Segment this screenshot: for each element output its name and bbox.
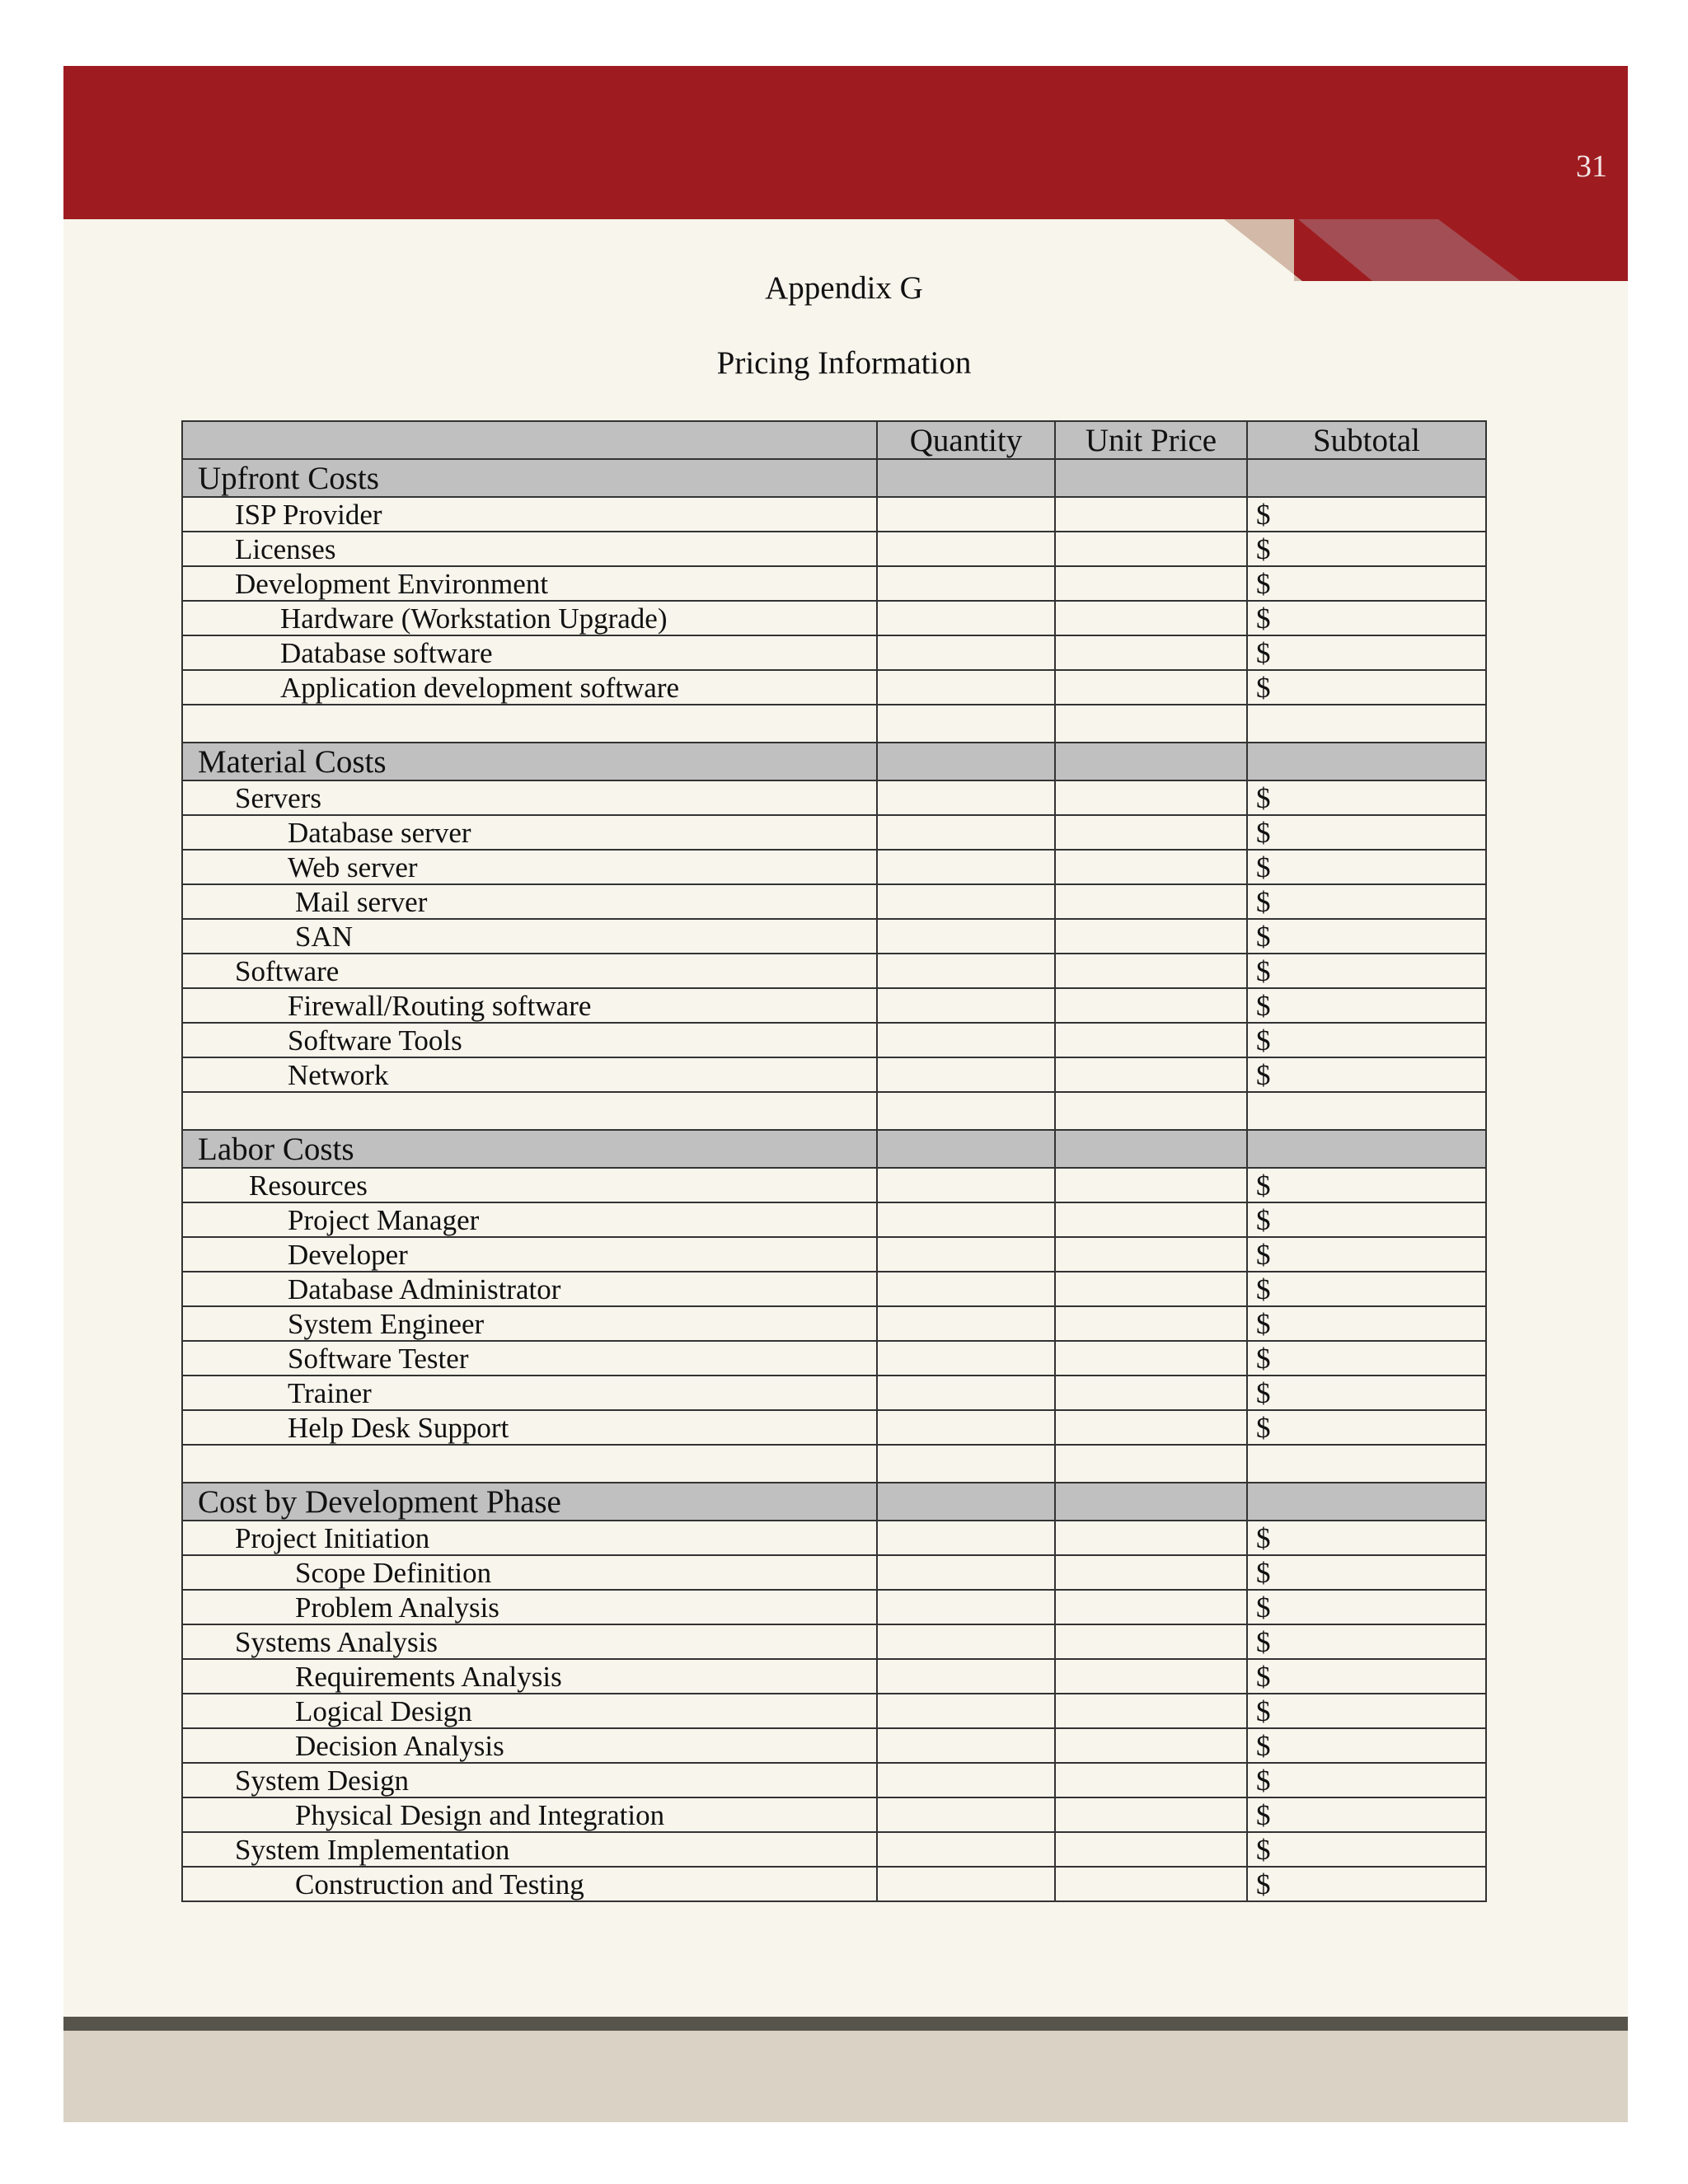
quantity-cell (877, 988, 1055, 1023)
line-item-label: Problem Analysis (182, 1590, 877, 1624)
table-row (182, 1728, 1486, 1763)
quantity-cell (877, 1555, 1055, 1590)
subtotal-cell: $ (1247, 1728, 1486, 1763)
column-header-unit-price: Unit Price (1055, 421, 1247, 459)
line-item-label: Decision Analysis (182, 1728, 877, 1763)
quantity-cell (877, 884, 1055, 919)
table-row (182, 815, 1486, 850)
subtotal-cell (1247, 459, 1486, 497)
line-item-label: Scope Definition (182, 1555, 877, 1590)
unit-price-cell (1055, 566, 1247, 601)
empty-cell (877, 1092, 1055, 1130)
unit-price-cell (1055, 459, 1247, 497)
quantity-cell (877, 850, 1055, 884)
table-row (182, 988, 1486, 1023)
subtotal-cell: $ (1247, 601, 1486, 635)
table-row (182, 1341, 1486, 1376)
table-row (182, 1590, 1486, 1624)
table-row (182, 780, 1486, 815)
quantity-cell (877, 1168, 1055, 1202)
unit-price-cell (1055, 497, 1247, 532)
subtotal-cell: $ (1247, 1376, 1486, 1410)
pricing-table (181, 420, 1487, 1902)
blank-spacer-row (182, 705, 1486, 743)
section-header-row (182, 1130, 1486, 1168)
unit-price-cell (1055, 1237, 1247, 1272)
line-item-label: System Implementation (182, 1832, 877, 1867)
section-header-row (182, 743, 1486, 780)
table-row (182, 1521, 1486, 1555)
empty-cell (1055, 1445, 1247, 1483)
line-item-label: Project Initiation (182, 1521, 877, 1555)
quantity-cell (877, 1867, 1055, 1901)
line-item-label: Application development software (182, 670, 877, 705)
subtotal-cell: $ (1247, 1202, 1486, 1237)
document-subtitle: Pricing Information (716, 345, 972, 381)
unit-price-cell (1055, 1659, 1247, 1694)
pricing-table-body (182, 421, 1486, 1901)
quantity-cell (877, 1694, 1055, 1728)
quantity-cell (877, 780, 1055, 815)
subtotal-cell: $ (1247, 1306, 1486, 1341)
unit-price-cell (1055, 670, 1247, 705)
subtotal-cell (1247, 743, 1486, 780)
line-item-label: Licenses (182, 532, 877, 566)
subtotal-cell: $ (1247, 884, 1486, 919)
column-header-quantity: Quantity (877, 421, 1055, 459)
quantity-cell (877, 1202, 1055, 1237)
line-item-label: Mail server (182, 884, 877, 919)
subtotal-cell: $ (1247, 566, 1486, 601)
quantity-cell (877, 635, 1055, 670)
line-item-label: ISP Provider (182, 497, 877, 532)
unit-price-cell (1055, 919, 1247, 954)
table-row (182, 601, 1486, 635)
quantity-cell (877, 670, 1055, 705)
subtotal-cell: $ (1247, 1797, 1486, 1832)
line-item-label: Trainer (182, 1376, 877, 1410)
section-title: Cost by Development Phase (182, 1483, 877, 1521)
subtotal-cell: $ (1247, 1867, 1486, 1901)
table-row (182, 1410, 1486, 1445)
unit-price-cell (1055, 1694, 1247, 1728)
quantity-cell (877, 1624, 1055, 1659)
quantity-cell (877, 1306, 1055, 1341)
quantity-cell (877, 1023, 1055, 1057)
subtotal-cell: $ (1247, 1341, 1486, 1376)
unit-price-cell (1055, 1306, 1247, 1341)
line-item-label: Construction and Testing (182, 1867, 877, 1901)
table-row (182, 1555, 1486, 1590)
subtotal-cell: $ (1247, 1624, 1486, 1659)
unit-price-cell (1055, 1763, 1247, 1797)
subtotal-cell: $ (1247, 1023, 1486, 1057)
quantity-cell (877, 1832, 1055, 1867)
column-header-subtotal: Subtotal (1247, 421, 1486, 459)
quantity-cell (877, 1590, 1055, 1624)
quantity-cell (877, 1341, 1055, 1376)
line-item-label: Hardware (Workstation Upgrade) (182, 601, 877, 635)
line-item-label: Database server (182, 815, 877, 850)
appendix-title: Appendix G (765, 270, 923, 306)
subtotal-cell: $ (1247, 919, 1486, 954)
quantity-cell (877, 1272, 1055, 1306)
empty-cell (1247, 1445, 1486, 1483)
table-row (182, 1237, 1486, 1272)
quantity-cell (877, 1659, 1055, 1694)
quantity-cell (877, 532, 1055, 566)
unit-price-cell (1055, 1410, 1247, 1445)
unit-price-cell (1055, 635, 1247, 670)
quantity-cell (877, 919, 1055, 954)
line-item-label: Requirements Analysis (182, 1659, 877, 1694)
line-item-label: Logical Design (182, 1694, 877, 1728)
table-row (182, 635, 1486, 670)
unit-price-cell (1055, 1341, 1247, 1376)
quantity-cell (877, 601, 1055, 635)
subtotal-cell: $ (1247, 1832, 1486, 1867)
table-row (182, 954, 1486, 988)
subtotal-cell: $ (1247, 1763, 1486, 1797)
line-item-label: Software (182, 954, 877, 988)
table-row (182, 1272, 1486, 1306)
unit-price-cell (1055, 1521, 1247, 1555)
table-row (182, 1797, 1486, 1832)
unit-price-cell (1055, 884, 1247, 919)
subtotal-cell (1247, 1130, 1486, 1168)
line-item-label: Systems Analysis (182, 1624, 877, 1659)
empty-cell (877, 705, 1055, 743)
table-row (182, 1763, 1486, 1797)
subtotal-cell: $ (1247, 850, 1486, 884)
unit-price-cell (1055, 1624, 1247, 1659)
subtotal-cell: $ (1247, 1272, 1486, 1306)
subtotal-cell (1247, 1483, 1486, 1521)
unit-price-cell (1055, 780, 1247, 815)
quantity-cell (877, 1763, 1055, 1797)
table-row (182, 1202, 1486, 1237)
unit-price-cell (1055, 1483, 1247, 1521)
unit-price-cell (1055, 1555, 1247, 1590)
page-number: 31 (1576, 149, 1607, 184)
table-row (182, 1023, 1486, 1057)
line-item-label: Developer (182, 1237, 877, 1272)
line-item-label: System Engineer (182, 1306, 877, 1341)
empty-cell (1055, 705, 1247, 743)
table-row (182, 1659, 1486, 1694)
quantity-cell (877, 497, 1055, 532)
empty-cell (1055, 1092, 1247, 1130)
subtotal-cell: $ (1247, 815, 1486, 850)
empty-cell (1247, 705, 1486, 743)
unit-price-cell (1055, 1057, 1247, 1092)
line-item-label: SAN (182, 919, 877, 954)
table-row (182, 1306, 1486, 1341)
empty-cell (877, 1445, 1055, 1483)
subtotal-cell: $ (1247, 635, 1486, 670)
table-row (182, 919, 1486, 954)
subtotal-cell: $ (1247, 1168, 1486, 1202)
table-row (182, 1057, 1486, 1092)
quantity-cell (877, 566, 1055, 601)
quantity-cell (877, 1521, 1055, 1555)
section-header-row (182, 459, 1486, 497)
column-header-item (182, 421, 877, 459)
table-row (182, 670, 1486, 705)
quantity-cell (877, 954, 1055, 988)
subtotal-cell: $ (1247, 1694, 1486, 1728)
empty-cell (182, 1445, 877, 1483)
line-item-label: Resources (182, 1168, 877, 1202)
quantity-cell (877, 1376, 1055, 1410)
subtotal-cell: $ (1247, 1410, 1486, 1445)
table-row (182, 1832, 1486, 1867)
unit-price-cell (1055, 988, 1247, 1023)
table-row (182, 1376, 1486, 1410)
table-row (182, 1168, 1486, 1202)
line-item-label: Network (182, 1057, 877, 1092)
unit-price-cell (1055, 1376, 1247, 1410)
line-item-label: Software Tools (182, 1023, 877, 1057)
quantity-cell (877, 459, 1055, 497)
quantity-cell (877, 1797, 1055, 1832)
unit-price-cell (1055, 1272, 1247, 1306)
line-item-label: Database Administrator (182, 1272, 877, 1306)
quantity-cell (877, 1483, 1055, 1521)
table-row (182, 884, 1486, 919)
subtotal-cell: $ (1247, 1555, 1486, 1590)
unit-price-cell (1055, 954, 1247, 988)
line-item-label: System Design (182, 1763, 877, 1797)
unit-price-cell (1055, 815, 1247, 850)
line-item-label: Physical Design and Integration (182, 1797, 877, 1832)
line-item-label: Servers (182, 780, 877, 815)
section-title: Upfront Costs (182, 459, 877, 497)
table-row (182, 1624, 1486, 1659)
subtotal-cell: $ (1247, 532, 1486, 566)
unit-price-cell (1055, 1797, 1247, 1832)
empty-cell (182, 1092, 877, 1130)
line-item-label: Project Manager (182, 1202, 877, 1237)
unit-price-cell (1055, 1202, 1247, 1237)
section-title: Material Costs (182, 743, 877, 780)
table-header-row (182, 421, 1486, 459)
subtotal-cell: $ (1247, 780, 1486, 815)
unit-price-cell (1055, 743, 1247, 780)
subtotal-cell: $ (1247, 988, 1486, 1023)
quantity-cell (877, 743, 1055, 780)
footer-bar (63, 2017, 1628, 2031)
unit-price-cell (1055, 1168, 1247, 1202)
unit-price-cell (1055, 1867, 1247, 1901)
subtotal-cell: $ (1247, 1590, 1486, 1624)
table-row (182, 1694, 1486, 1728)
subtotal-cell: $ (1247, 670, 1486, 705)
blank-spacer-row (182, 1445, 1486, 1483)
footer-band (63, 2031, 1628, 2122)
blank-spacer-row (182, 1092, 1486, 1130)
unit-price-cell (1055, 850, 1247, 884)
quantity-cell (877, 815, 1055, 850)
line-item-label: Database software (182, 635, 877, 670)
empty-cell (1247, 1092, 1486, 1130)
unit-price-cell (1055, 601, 1247, 635)
subtotal-cell: $ (1247, 1521, 1486, 1555)
subtotal-cell: $ (1247, 1057, 1486, 1092)
line-item-label: Development Environment (182, 566, 877, 601)
section-title: Labor Costs (182, 1130, 877, 1168)
unit-price-cell (1055, 1728, 1247, 1763)
unit-price-cell (1055, 1590, 1247, 1624)
quantity-cell (877, 1130, 1055, 1168)
quantity-cell (877, 1728, 1055, 1763)
subtotal-cell: $ (1247, 1659, 1486, 1694)
unit-price-cell (1055, 532, 1247, 566)
unit-price-cell (1055, 1130, 1247, 1168)
table-row (182, 1867, 1486, 1901)
quantity-cell (877, 1237, 1055, 1272)
line-item-label: Firewall/Routing software (182, 988, 877, 1023)
line-item-label: Software Tester (182, 1341, 877, 1376)
quantity-cell (877, 1057, 1055, 1092)
line-item-label: Help Desk Support (182, 1410, 877, 1445)
quantity-cell (877, 1410, 1055, 1445)
unit-price-cell (1055, 1023, 1247, 1057)
table-row (182, 566, 1486, 601)
line-item-label: Web server (182, 850, 877, 884)
subtotal-cell: $ (1247, 954, 1486, 988)
subtotal-cell: $ (1247, 1237, 1486, 1272)
subtotal-cell: $ (1247, 497, 1486, 532)
table-row (182, 497, 1486, 532)
table-row (182, 850, 1486, 884)
section-header-row (182, 1483, 1486, 1521)
unit-price-cell (1055, 1832, 1247, 1867)
empty-cell (182, 705, 877, 743)
table-row (182, 532, 1486, 566)
